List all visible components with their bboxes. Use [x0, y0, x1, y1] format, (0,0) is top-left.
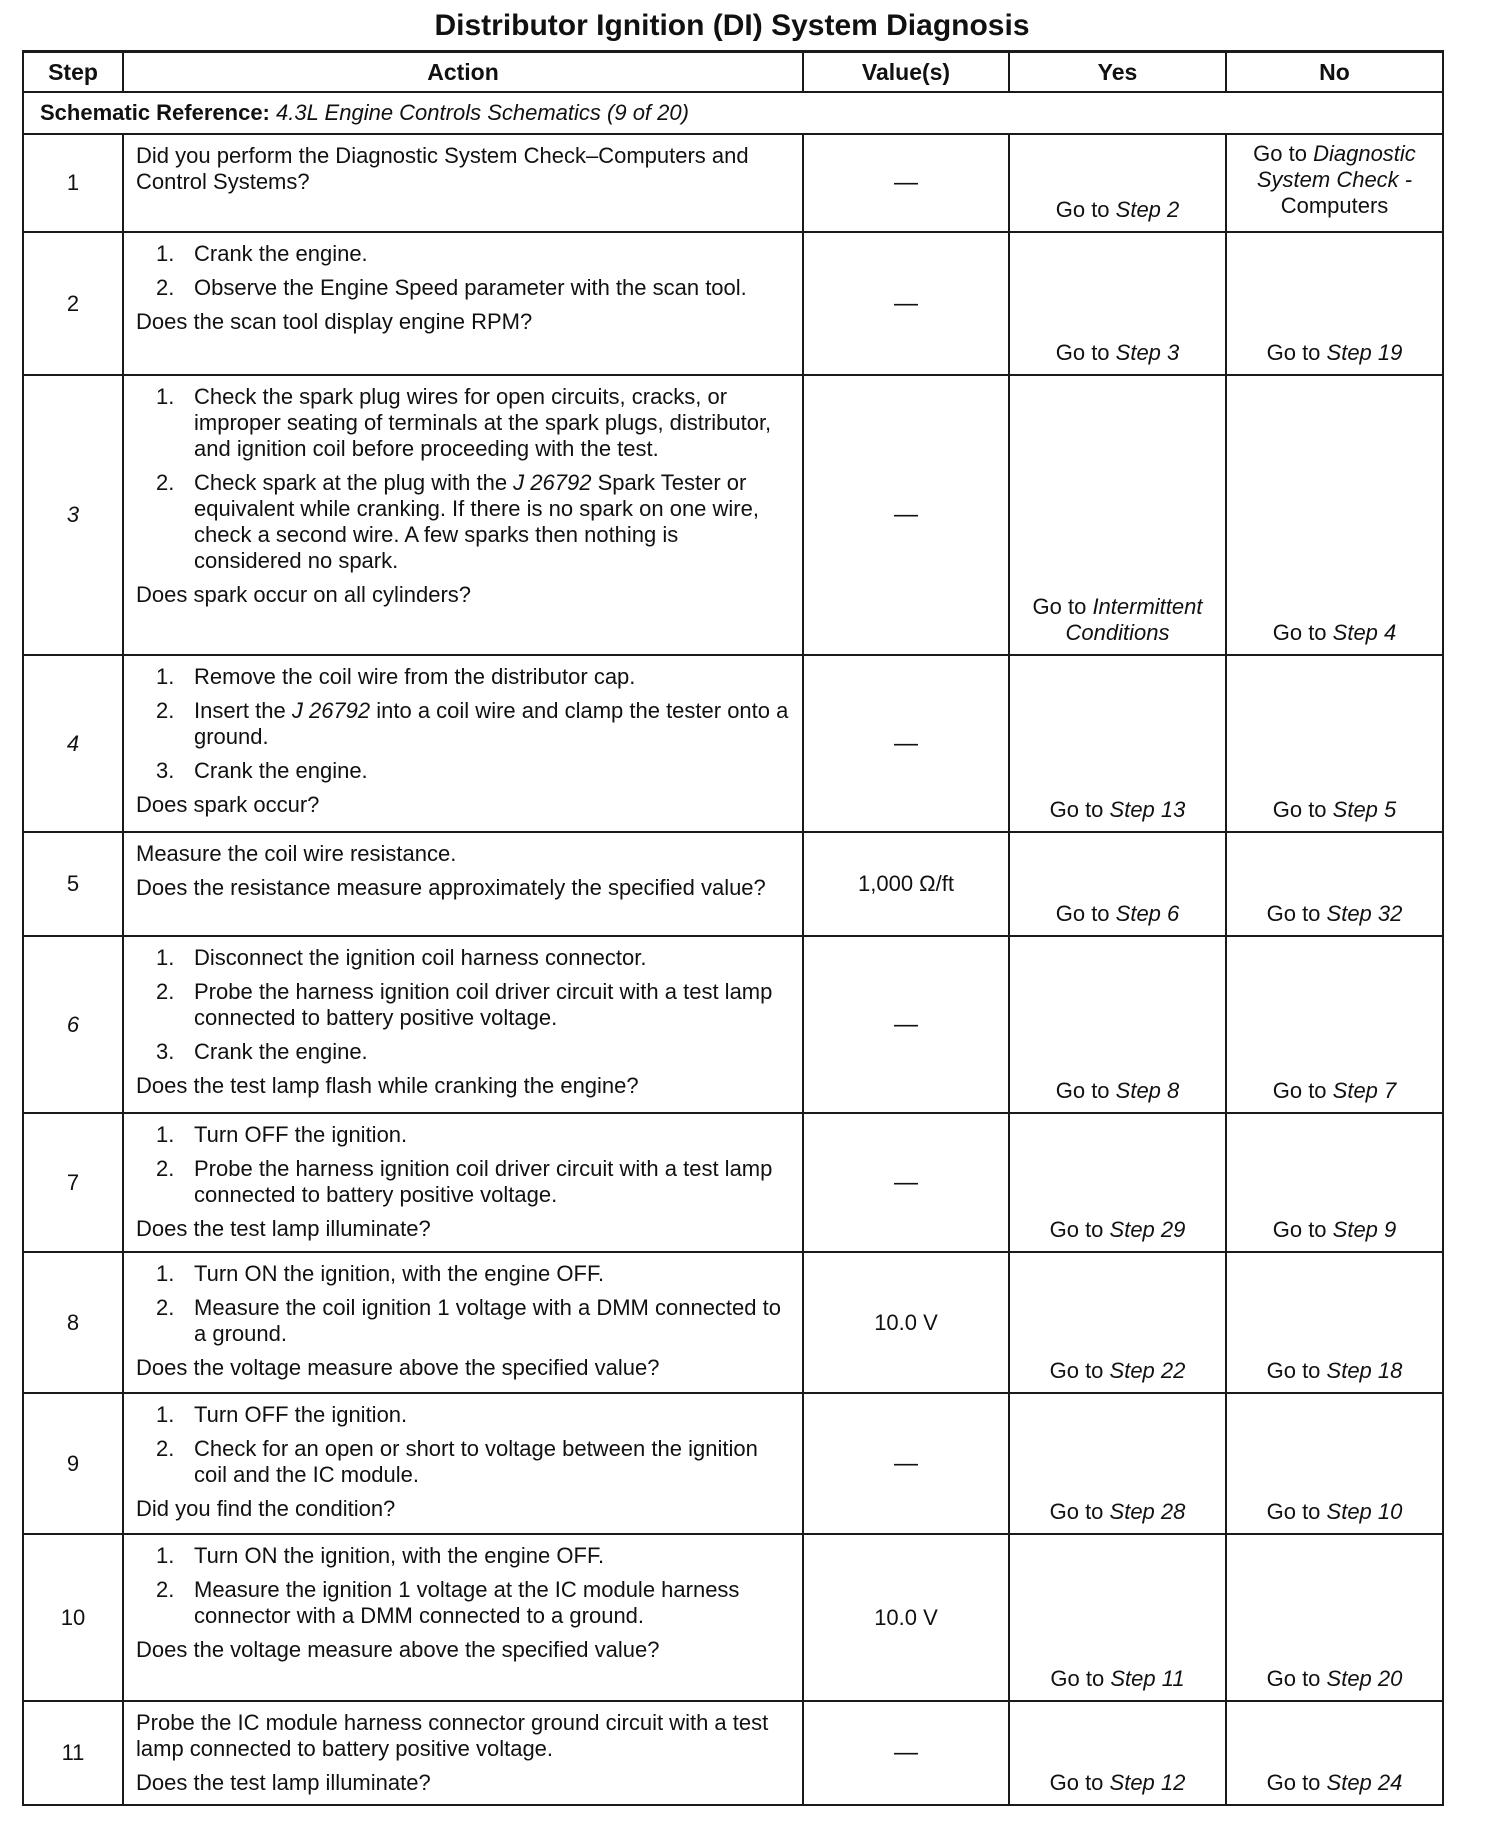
substep — [136, 1122, 790, 1148]
substep — [136, 1543, 790, 1569]
page-title: Distributor Ignition (DI) System Diagnosis — [434, 9, 1030, 42]
value-cell — [803, 134, 1009, 232]
substep-number: 1. — [156, 1402, 175, 1427]
no-cell — [1226, 1534, 1443, 1701]
table-row — [23, 655, 1443, 832]
cell-text: Spark Tester or equivalent while cranking. If there is no spark on one wire, check a second wire. A few sparks then nothing is considered no spark. — [194, 470, 759, 573]
column-header-yes: Yes — [1009, 52, 1226, 93]
cell-text: Insert the — [194, 698, 292, 723]
cell-text: Remove the coil wire from the distributor cap. — [194, 664, 636, 689]
cell-text: Go to — [1049, 1217, 1110, 1242]
value-cell — [803, 655, 1009, 832]
step-ref: Step 19 — [1326, 340, 1403, 365]
step-ref: Step 2 — [1115, 197, 1180, 222]
substep — [136, 241, 790, 267]
substep-list — [136, 384, 790, 574]
question-text: Does the resistance measure approximately the specified value? — [136, 875, 766, 900]
cell-text: Turn OFF the ignition. — [194, 1122, 408, 1147]
substep-number: 2. — [156, 1577, 175, 1602]
table-row — [23, 1534, 1443, 1701]
cell-text: Go to — [1050, 1666, 1111, 1691]
step-number: 10 — [23, 1534, 123, 1701]
step-ref: Step 9 — [1332, 1217, 1397, 1242]
cell-text: Go to — [1272, 797, 1333, 822]
cell-text: 10.0 V — [874, 1604, 938, 1630]
substep-number: 1. — [156, 1261, 175, 1286]
substep-list — [136, 241, 790, 301]
action-cell — [123, 936, 803, 1113]
substep-number: 2. — [156, 1295, 175, 1320]
table-header-row — [23, 52, 1443, 93]
cell-text: Measure the coil ignition 1 voltage with a DMM connected to a ground. — [194, 1295, 781, 1346]
column-header-step: Step — [23, 52, 123, 93]
substep — [136, 1156, 790, 1208]
substep-number: 2. — [156, 275, 175, 300]
step-number: 1 — [23, 134, 123, 232]
cell-text: Go to — [1266, 901, 1327, 926]
substep-list — [136, 1122, 790, 1208]
table-row — [23, 134, 1443, 232]
substep — [136, 698, 790, 750]
cell-text: 10.0 V — [874, 1309, 938, 1335]
action-cell — [123, 1534, 803, 1701]
cell-text: Check the spark plug wires for open circuits, cracks, or improper seating of terminals at the spark plugs, distributor, and ignition coil before proceeding with the test. — [194, 384, 772, 461]
step-number: 7 — [23, 1113, 123, 1252]
cell-text: Go to — [1272, 1078, 1333, 1103]
table-row — [23, 232, 1443, 375]
question-text: Does the test lamp flash while cranking the engine? — [136, 1073, 639, 1098]
cell-text: — — [894, 169, 918, 196]
tool-ref: J 26792 — [513, 470, 592, 495]
procedure-ref: Intermittent Conditions — [1065, 594, 1203, 645]
cell-text: Crank the engine. — [194, 241, 368, 266]
substep-number: 2. — [156, 1156, 175, 1181]
cell-text: Go to — [1055, 197, 1116, 222]
table-row — [23, 1701, 1443, 1805]
cell-text: Probe the harness ignition coil driver circuit with a test lamp connected to battery positive voltage. — [194, 979, 773, 1030]
question-text: Does the voltage measure above the specified value? — [136, 1355, 660, 1380]
no-cell — [1226, 134, 1443, 232]
no-cell — [1226, 1252, 1443, 1393]
substep — [136, 1577, 790, 1629]
value-cell — [803, 1701, 1009, 1805]
action-cell — [123, 832, 803, 936]
substep — [136, 1261, 790, 1287]
substep-number: 3. — [156, 758, 175, 783]
substep-list — [136, 1402, 790, 1488]
cell-text: Crank the engine. — [194, 758, 368, 783]
yes-cell — [1009, 232, 1226, 375]
action-text: Probe the IC module harness connector ground circuit with a test lamp connected to battery positive voltage. — [136, 1710, 769, 1761]
table-row — [23, 1393, 1443, 1534]
column-header-action: Action — [123, 52, 803, 93]
step-ref: Step 7 — [1332, 1078, 1397, 1103]
table-row — [23, 375, 1443, 655]
step-number: 8 — [23, 1252, 123, 1393]
step-number: 3 — [23, 375, 123, 655]
cell-text: Turn ON the ignition, with the engine OFF. — [194, 1261, 605, 1286]
cell-text: Go to — [1055, 901, 1116, 926]
step-ref: Step 6 — [1115, 901, 1180, 926]
procedure-ref: Diagnostic System Check - — [1256, 141, 1416, 192]
cell-text: Go to — [1266, 1499, 1327, 1524]
substep-list — [136, 1261, 790, 1347]
cell-text: Go to — [1049, 1499, 1110, 1524]
schematic-reference-link: 4.3L Engine Controls Schematics (9 of 20) — [276, 100, 689, 125]
step-ref: Step 20 — [1326, 1666, 1403, 1691]
yes-cell — [1009, 1252, 1226, 1393]
table-row — [23, 936, 1443, 1113]
diagnosis-table — [22, 50, 1444, 1806]
value-cell — [803, 375, 1009, 655]
step-number: 11 — [23, 1701, 123, 1805]
value-cell — [803, 1252, 1009, 1393]
yes-cell — [1009, 936, 1226, 1113]
substep — [136, 1402, 790, 1428]
value-cell — [803, 832, 1009, 936]
cell-text: Crank the engine. — [194, 1039, 368, 1064]
question-text: Did you find the condition? — [136, 1496, 396, 1521]
table-row — [23, 1113, 1443, 1252]
step-ref: Step 11 — [1110, 1666, 1185, 1691]
yes-cell — [1009, 134, 1226, 232]
cell-text: — — [894, 289, 918, 317]
schematic-reference-row — [23, 92, 1443, 134]
value-cell — [803, 1534, 1009, 1701]
cell-text: Turn ON the ignition, with the engine OFF. — [194, 1543, 605, 1568]
yes-cell — [1009, 1113, 1226, 1252]
step-number: 9 — [23, 1393, 123, 1534]
question-text: Does spark occur on all cylinders? — [136, 582, 472, 607]
substep-number: 1. — [156, 664, 175, 689]
yes-cell — [1009, 1701, 1226, 1805]
substep-number: 2. — [156, 979, 175, 1004]
cell-text: — — [894, 1449, 918, 1477]
step-ref: Step 4 — [1332, 620, 1397, 645]
yes-cell — [1009, 375, 1226, 655]
tool-ref: J 26792 — [291, 698, 371, 723]
action-text: Measure the coil wire resistance. — [136, 841, 457, 866]
cell-text: Go to — [1266, 340, 1327, 365]
question-text: Does the scan tool display engine RPM? — [136, 309, 533, 334]
substep-number: 1. — [156, 241, 175, 266]
step-ref: Step 29 — [1109, 1217, 1186, 1242]
cell-text: Computers — [1280, 193, 1389, 218]
schematic-reference-label: Schematic Reference: — [40, 100, 270, 125]
substep — [136, 664, 790, 690]
substep — [136, 1295, 790, 1347]
substep-number: 2. — [156, 470, 175, 495]
step-number: 4 — [23, 655, 123, 832]
cell-text: — — [894, 1168, 918, 1196]
substep — [136, 470, 790, 574]
substep-number: 1. — [156, 1122, 175, 1147]
substep-number: 1. — [156, 1543, 175, 1568]
substep-list — [136, 1543, 790, 1629]
substep — [136, 1039, 790, 1065]
no-cell — [1226, 1393, 1443, 1534]
cell-text: Go to — [1272, 620, 1333, 645]
step-ref: Step 12 — [1109, 1770, 1186, 1795]
cell-text: Go to — [1049, 797, 1110, 822]
step-ref: Step 13 — [1109, 797, 1186, 822]
cell-text: Go to — [1266, 1770, 1327, 1795]
substep — [136, 979, 790, 1031]
yes-cell — [1009, 832, 1226, 936]
step-number: 5 — [23, 832, 123, 936]
step-ref: Step 5 — [1332, 797, 1397, 822]
cell-text: — — [894, 729, 918, 757]
step-ref: Step 24 — [1326, 1770, 1403, 1795]
yes-cell — [1009, 1393, 1226, 1534]
cell-text: — — [894, 1739, 918, 1766]
cell-text: Observe the Engine Speed parameter with the scan tool. — [194, 275, 747, 300]
substep — [136, 384, 790, 462]
action-cell — [123, 1701, 803, 1805]
value-cell — [803, 936, 1009, 1113]
step-number: 2 — [23, 232, 123, 375]
action-text: Did you perform the Diagnostic System Check–Computers and Control Systems? — [136, 143, 749, 194]
value-cell — [803, 1393, 1009, 1534]
no-cell — [1226, 655, 1443, 832]
yes-cell — [1009, 655, 1226, 832]
substep-list — [136, 664, 790, 784]
substep — [136, 945, 790, 971]
action-cell — [123, 375, 803, 655]
cell-text: — — [894, 501, 918, 528]
action-cell — [123, 232, 803, 375]
column-header-no: No — [1226, 52, 1443, 93]
no-cell — [1226, 832, 1443, 936]
cell-text: Turn OFF the ignition. — [194, 1402, 408, 1427]
cell-text: Go to — [1055, 340, 1116, 365]
no-cell — [1226, 936, 1443, 1113]
step-ref: Step 3 — [1115, 340, 1180, 365]
cell-text: Check spark at the plug with the — [194, 470, 514, 495]
no-cell — [1226, 1113, 1443, 1252]
substep — [136, 758, 790, 784]
substep — [136, 275, 790, 301]
cell-text: into a coil wire and clamp the tester onto a ground. — [194, 698, 789, 749]
step-ref: Step 32 — [1326, 901, 1403, 926]
column-header-values: Value(s) — [803, 52, 1009, 93]
cell-text: Go to — [1266, 1666, 1327, 1691]
cell-text: Check for an open or short to voltage between the ignition coil and the IC module. — [194, 1436, 758, 1487]
table-row — [23, 832, 1443, 936]
action-cell — [123, 1252, 803, 1393]
action-cell — [123, 1113, 803, 1252]
cell-text: Go to — [1266, 1358, 1327, 1383]
cell-text: Disconnect the ignition coil harness connector. — [194, 945, 647, 970]
substep-number: 1. — [156, 945, 175, 970]
yes-cell — [1009, 1534, 1226, 1701]
step-ref: Step 28 — [1109, 1499, 1186, 1524]
cell-text: — — [894, 1010, 918, 1038]
cell-text: Go to — [1032, 594, 1093, 619]
step-ref: Step 18 — [1326, 1358, 1403, 1383]
value-cell — [803, 232, 1009, 375]
step-number: 6 — [23, 936, 123, 1113]
substep-number: 3. — [156, 1039, 175, 1064]
step-ref: Step 10 — [1326, 1499, 1403, 1524]
schematic-reference — [23, 92, 1443, 134]
cell-text: Go to — [1049, 1358, 1110, 1383]
no-cell — [1226, 375, 1443, 655]
cell-text: Probe the harness ignition coil driver circuit with a test lamp connected to battery positive voltage. — [194, 1156, 773, 1207]
cell-text: Go to — [1049, 1770, 1110, 1795]
question-text: Does the test lamp illuminate? — [136, 1216, 431, 1241]
substep-list — [136, 945, 790, 1065]
substep-number: 1. — [156, 384, 175, 409]
no-cell — [1226, 232, 1443, 375]
cell-text: 1,000 Ω/ft — [858, 871, 954, 896]
action-cell — [123, 1393, 803, 1534]
substep-number: 2. — [156, 1436, 175, 1461]
question-text: Does the voltage measure above the specified value? — [136, 1637, 660, 1662]
cell-text: Go to — [1272, 1217, 1333, 1242]
substep-number: 2. — [156, 698, 175, 723]
question-text: Does the test lamp illuminate? — [136, 1770, 431, 1795]
action-cell — [123, 655, 803, 832]
question-text: Does spark occur? — [136, 792, 320, 817]
value-cell — [803, 1113, 1009, 1252]
step-ref: Step 8 — [1115, 1078, 1180, 1103]
table-row — [23, 1252, 1443, 1393]
no-cell — [1226, 1701, 1443, 1805]
action-cell — [123, 134, 803, 232]
substep — [136, 1436, 790, 1488]
cell-text: Go to — [1055, 1078, 1116, 1103]
cell-text: Measure the ignition 1 voltage at the IC module harness connector with a DMM connected to a ground. — [194, 1577, 740, 1628]
cell-text: Go to — [1253, 141, 1314, 166]
step-ref: Step 22 — [1109, 1358, 1186, 1383]
